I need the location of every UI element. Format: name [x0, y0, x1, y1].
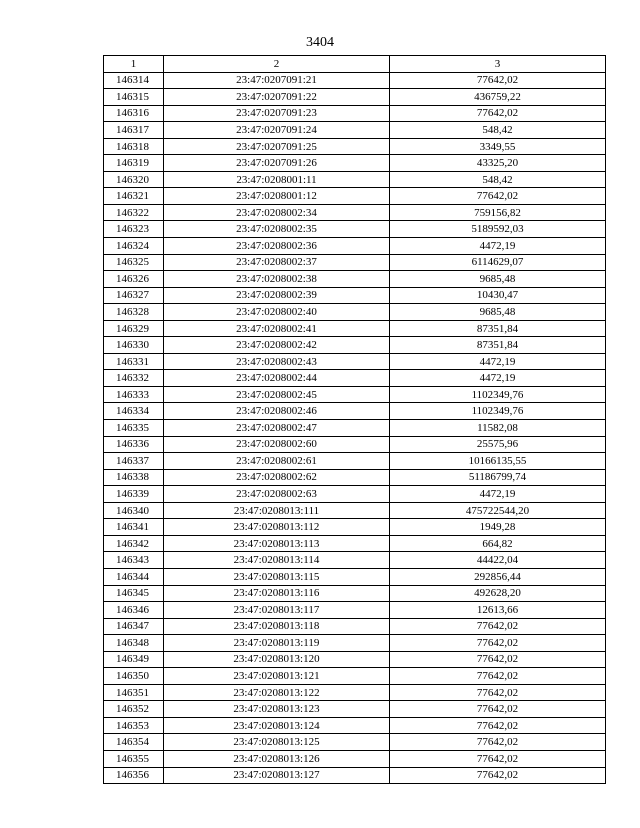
- row-number-cell: 146329: [104, 320, 164, 337]
- column-header-3: 3: [390, 56, 606, 73]
- table-row: [104, 585, 606, 602]
- table-row: [104, 469, 606, 486]
- cadastral-number-cell: 23:47:0208013:113: [164, 535, 390, 552]
- row-number-cell: 146337: [104, 453, 164, 470]
- table-row: [104, 403, 606, 420]
- cadastral-number-cell: 23:47:0208002:38: [164, 271, 390, 288]
- cadastral-number-cell: 23:47:0208002:37: [164, 254, 390, 271]
- value-cell: 10166135,55: [390, 453, 606, 470]
- row-number-cell: 146352: [104, 701, 164, 718]
- table-row: [104, 635, 606, 652]
- cadastral-number-cell: 23:47:0208013:125: [164, 734, 390, 751]
- table-row: [104, 89, 606, 106]
- row-number-cell: 146349: [104, 651, 164, 668]
- table-row: [104, 668, 606, 685]
- value-cell: 664,82: [390, 535, 606, 552]
- table-row: [104, 337, 606, 354]
- cadastral-number-cell: 23:47:0208002:45: [164, 386, 390, 403]
- cadastral-number-cell: 23:47:0208002:46: [164, 403, 390, 420]
- table-row: [104, 436, 606, 453]
- value-cell: 77642,02: [390, 717, 606, 734]
- row-number-cell: 146343: [104, 552, 164, 569]
- row-number-cell: 146353: [104, 717, 164, 734]
- row-number-cell: 146328: [104, 304, 164, 321]
- value-cell: 43325,20: [390, 155, 606, 172]
- table-row: [104, 701, 606, 718]
- row-number-cell: 146317: [104, 122, 164, 139]
- row-number-cell: 146322: [104, 204, 164, 221]
- row-number-cell: 146323: [104, 221, 164, 238]
- table-row: [104, 171, 606, 188]
- table-row: [104, 204, 606, 221]
- cadastral-number-cell: 23:47:0208013:121: [164, 668, 390, 685]
- cadastral-number-cell: 23:47:0208002:63: [164, 486, 390, 503]
- row-number-cell: 146330: [104, 337, 164, 354]
- value-cell: 1949,28: [390, 519, 606, 536]
- table-row: [104, 271, 606, 288]
- row-number-cell: 146333: [104, 386, 164, 403]
- row-number-cell: 146325: [104, 254, 164, 271]
- row-number-cell: 146326: [104, 271, 164, 288]
- row-number-cell: 146327: [104, 287, 164, 304]
- table-row: [104, 254, 606, 271]
- cadastral-number-cell: 23:47:0208013:122: [164, 684, 390, 701]
- value-cell: 5189592,03: [390, 221, 606, 238]
- table-row: [104, 320, 606, 337]
- row-number-cell: 146356: [104, 767, 164, 784]
- value-cell: 77642,02: [390, 105, 606, 122]
- row-number-cell: 146347: [104, 618, 164, 635]
- row-number-cell: 146351: [104, 684, 164, 701]
- value-cell: 77642,02: [390, 668, 606, 685]
- value-cell: 77642,02: [390, 188, 606, 205]
- cadastral-number-cell: 23:47:0208013:119: [164, 635, 390, 652]
- page-number: 3404: [306, 35, 334, 50]
- cadastral-number-cell: 23:47:0208013:124: [164, 717, 390, 734]
- table-row: [104, 304, 606, 321]
- row-number-cell: 146345: [104, 585, 164, 602]
- value-cell: 25575,96: [390, 436, 606, 453]
- table-row: [104, 717, 606, 734]
- cadastral-number-cell: 23:47:0208013:115: [164, 568, 390, 585]
- value-cell: 9685,48: [390, 304, 606, 321]
- table-row: [104, 767, 606, 784]
- value-cell: 4472,19: [390, 353, 606, 370]
- row-number-cell: 146318: [104, 138, 164, 155]
- table-row: [104, 420, 606, 437]
- table-row: [104, 386, 606, 403]
- value-cell: 44422,04: [390, 552, 606, 569]
- cadastral-number-cell: 23:47:0208002:62: [164, 469, 390, 486]
- cadastral-number-cell: 23:47:0208013:111: [164, 502, 390, 519]
- row-number-cell: 146336: [104, 436, 164, 453]
- cadastral-number-cell: 23:47:0207091:24: [164, 122, 390, 139]
- table-row: [104, 750, 606, 767]
- table-row: [104, 370, 606, 387]
- value-cell: 11582,08: [390, 420, 606, 437]
- row-number-cell: 146315: [104, 89, 164, 106]
- table-row: [104, 618, 606, 635]
- row-number-cell: 146314: [104, 72, 164, 89]
- table-row: [104, 486, 606, 503]
- value-cell: 77642,02: [390, 684, 606, 701]
- table-row: [104, 287, 606, 304]
- value-cell: 4472,19: [390, 238, 606, 255]
- row-number-cell: 146355: [104, 750, 164, 767]
- cadastral-number-cell: 23:47:0208002:35: [164, 221, 390, 238]
- value-cell: 77642,02: [390, 72, 606, 89]
- row-number-cell: 146324: [104, 238, 164, 255]
- value-cell: 77642,02: [390, 651, 606, 668]
- row-number-cell: 146348: [104, 635, 164, 652]
- value-cell: 77642,02: [390, 767, 606, 784]
- cadastral-number-cell: 23:47:0208013:127: [164, 767, 390, 784]
- cadastral-number-cell: 23:47:0207091:23: [164, 105, 390, 122]
- table-row: [104, 602, 606, 619]
- table-row: [104, 535, 606, 552]
- value-cell: 77642,02: [390, 635, 606, 652]
- value-cell: 492628,20: [390, 585, 606, 602]
- value-cell: 87351,84: [390, 337, 606, 354]
- table-row: [104, 519, 606, 536]
- row-number-cell: 146342: [104, 535, 164, 552]
- cadastral-number-cell: 23:47:0208002:61: [164, 453, 390, 470]
- table-row: [104, 122, 606, 139]
- cadastral-number-cell: 23:47:0207091:25: [164, 138, 390, 155]
- table-row: [104, 188, 606, 205]
- row-number-cell: 146350: [104, 668, 164, 685]
- cadastral-number-cell: 23:47:0208013:116: [164, 585, 390, 602]
- cadastral-number-cell: 23:47:0207091:26: [164, 155, 390, 172]
- cadastral-number-cell: 23:47:0208002:41: [164, 320, 390, 337]
- cadastral-number-cell: 23:47:0207091:21: [164, 72, 390, 89]
- table-header-row: [104, 56, 606, 73]
- row-number-cell: 146334: [104, 403, 164, 420]
- cadastral-number-cell: 23:47:0208013:126: [164, 750, 390, 767]
- table-row: [104, 651, 606, 668]
- table-row: [104, 238, 606, 255]
- table-row: [104, 72, 606, 89]
- value-cell: 77642,02: [390, 734, 606, 751]
- row-number-cell: 146346: [104, 602, 164, 619]
- column-header-1: 1: [104, 56, 164, 73]
- cadastral-number-cell: 23:47:0208002:47: [164, 420, 390, 437]
- cadastral-number-cell: 23:47:0208013:114: [164, 552, 390, 569]
- registry-table: [103, 55, 606, 784]
- value-cell: 548,42: [390, 171, 606, 188]
- cadastral-number-cell: 23:47:0208002:43: [164, 353, 390, 370]
- value-cell: 475722544,20: [390, 502, 606, 519]
- cadastral-number-cell: 23:47:0208002:36: [164, 238, 390, 255]
- table-row: [104, 502, 606, 519]
- row-number-cell: 146332: [104, 370, 164, 387]
- value-cell: 4472,19: [390, 486, 606, 503]
- value-cell: 1102349,76: [390, 403, 606, 420]
- value-cell: 10430,47: [390, 287, 606, 304]
- cadastral-number-cell: 23:47:0208001:12: [164, 188, 390, 205]
- cadastral-number-cell: 23:47:0208002:44: [164, 370, 390, 387]
- value-cell: 77642,02: [390, 701, 606, 718]
- table-row: [104, 221, 606, 238]
- value-cell: 9685,48: [390, 271, 606, 288]
- row-number-cell: 146340: [104, 502, 164, 519]
- cadastral-number-cell: 23:47:0208013:123: [164, 701, 390, 718]
- row-number-cell: 146335: [104, 420, 164, 437]
- value-cell: 548,42: [390, 122, 606, 139]
- table-row: [104, 552, 606, 569]
- value-cell: 77642,02: [390, 618, 606, 635]
- row-number-cell: 146341: [104, 519, 164, 536]
- row-number-cell: 146354: [104, 734, 164, 751]
- table-row: [104, 453, 606, 470]
- row-number-cell: 146320: [104, 171, 164, 188]
- row-number-cell: 146331: [104, 353, 164, 370]
- row-number-cell: 146319: [104, 155, 164, 172]
- cadastral-number-cell: 23:47:0208002:34: [164, 204, 390, 221]
- cadastral-number-cell: 23:47:0208001:11: [164, 171, 390, 188]
- row-number-cell: 146339: [104, 486, 164, 503]
- value-cell: 1102349,76: [390, 386, 606, 403]
- cadastral-number-cell: 23:47:0208002:39: [164, 287, 390, 304]
- table-row: [104, 105, 606, 122]
- value-cell: 6114629,07: [390, 254, 606, 271]
- value-cell: 436759,22: [390, 89, 606, 106]
- cadastral-number-cell: 23:47:0208002:42: [164, 337, 390, 354]
- value-cell: 87351,84: [390, 320, 606, 337]
- cadastral-number-cell: 23:47:0207091:22: [164, 89, 390, 106]
- cadastral-number-cell: 23:47:0208013:117: [164, 602, 390, 619]
- value-cell: 12613,66: [390, 602, 606, 619]
- column-header-2: 2: [164, 56, 390, 73]
- value-cell: 3349,55: [390, 138, 606, 155]
- cadastral-number-cell: 23:47:0208013:120: [164, 651, 390, 668]
- row-number-cell: 146321: [104, 188, 164, 205]
- value-cell: 51186799,74: [390, 469, 606, 486]
- value-cell: 759156,82: [390, 204, 606, 221]
- table-row: [104, 568, 606, 585]
- cadastral-number-cell: 23:47:0208013:118: [164, 618, 390, 635]
- value-cell: 292856,44: [390, 568, 606, 585]
- table-row: [104, 353, 606, 370]
- cadastral-number-cell: 23:47:0208013:112: [164, 519, 390, 536]
- cadastral-number-cell: 23:47:0208002:60: [164, 436, 390, 453]
- row-number-cell: 146344: [104, 568, 164, 585]
- value-cell: 4472,19: [390, 370, 606, 387]
- table-body: [104, 72, 606, 784]
- row-number-cell: 146316: [104, 105, 164, 122]
- table-row: [104, 138, 606, 155]
- table-row: [104, 684, 606, 701]
- row-number-cell: 146338: [104, 469, 164, 486]
- value-cell: 77642,02: [390, 750, 606, 767]
- table-row: [104, 734, 606, 751]
- table-row: [104, 155, 606, 172]
- cadastral-number-cell: 23:47:0208002:40: [164, 304, 390, 321]
